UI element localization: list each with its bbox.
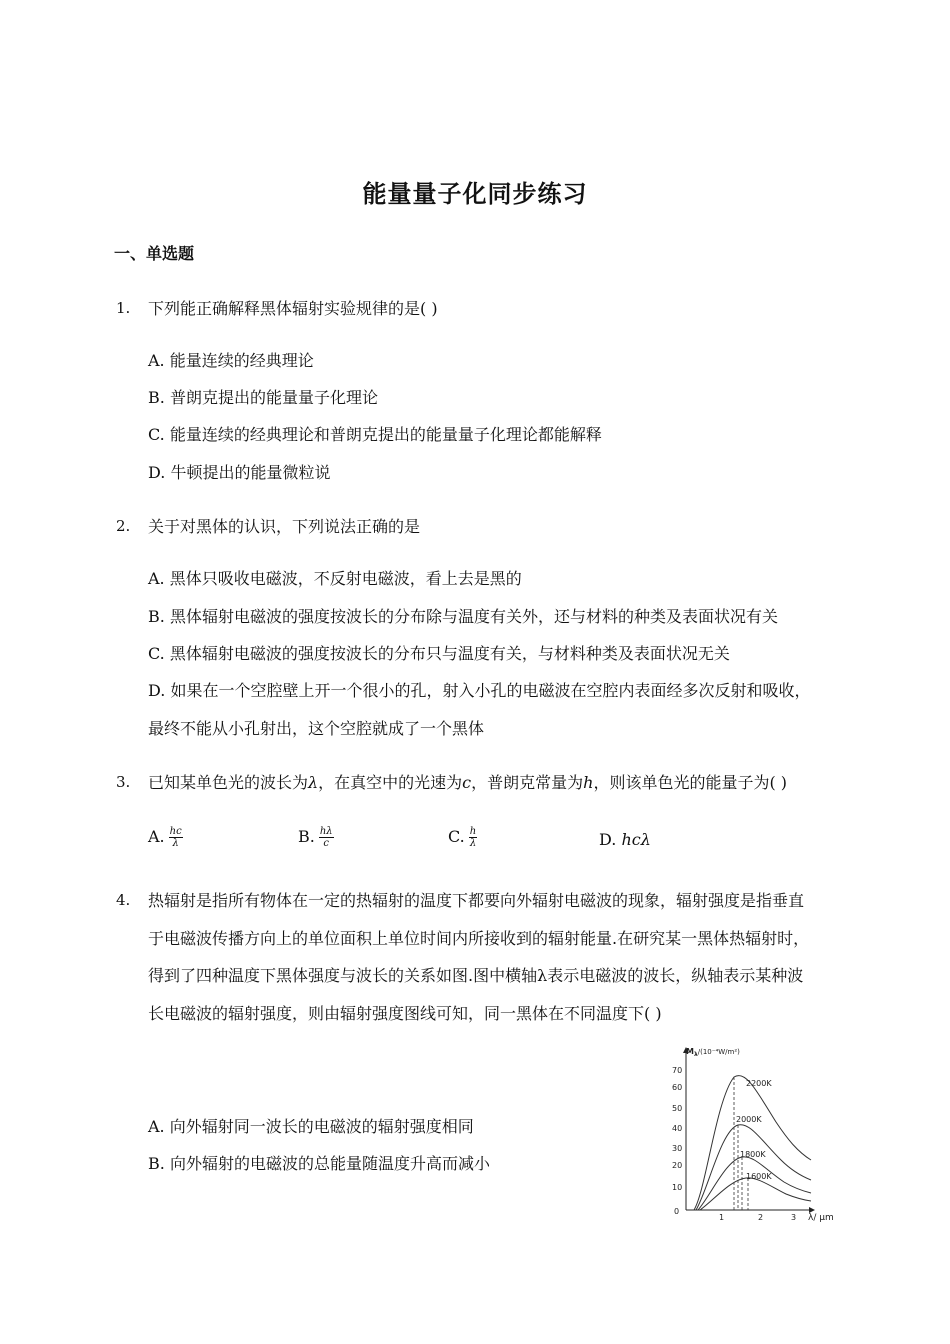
- curve-label-1800k: 1800K: [740, 1150, 766, 1159]
- y-tick-label: 30: [672, 1144, 683, 1153]
- fraction-numerator: hλ: [319, 826, 333, 837]
- q2-option-c[interactable]: [148, 641, 730, 664]
- q1-option-b[interactable]: [148, 385, 378, 408]
- question-3-text: [148, 770, 787, 793]
- option-label: A.: [148, 827, 165, 846]
- option-text: 能量连续的经典理论和普朗克提出的能量量子化理论都能解释: [169, 425, 602, 444]
- question-4-number: 4.: [116, 891, 131, 909]
- option-label: B.: [148, 1154, 165, 1173]
- option-text: 普朗克提出的能量量子化理论: [169, 388, 378, 407]
- option-text: 向外辐射同一波长的电磁波的辐射强度相同: [169, 1117, 474, 1136]
- question-4-line-2: 于电磁波传播方向上的单位面积上单位时间内所接收到的辐射能量.在研究某一黑体热辐射时，: [148, 929, 810, 948]
- y-tick-label: 50: [672, 1104, 683, 1113]
- q1-option-d[interactable]: [148, 460, 330, 483]
- option-label: D.: [148, 681, 166, 700]
- y-tick-label: 20: [672, 1161, 683, 1170]
- curve-label-2000k: 2000K: [736, 1115, 762, 1124]
- q2-option-d-line2: 最终不能从小孔射出，这个空腔就成了一个黑体: [148, 719, 485, 738]
- curve-label-2200k: 2200K: [746, 1079, 772, 1088]
- option-label: D.: [148, 463, 166, 482]
- option-label: D.: [599, 830, 617, 849]
- question-2-number: 2.: [116, 517, 131, 535]
- fraction-numerator: hc: [169, 826, 182, 837]
- section-heading: 一、单选题: [114, 244, 195, 263]
- option-text: 黑体辐射电磁波的强度按波长的分布除与温度有关外，还与材料的种类及表面状况有关: [169, 607, 778, 626]
- blackbody-radiation-figure: [666, 1040, 848, 1226]
- question-4-line-3: 得到了四种温度下黑体强度与波长的关系如图.图中横轴λ表示电磁波的波长，纵轴表示某种波: [148, 966, 804, 985]
- q3-option-d[interactable]: [599, 830, 651, 849]
- q2-option-a[interactable]: [148, 566, 522, 589]
- fraction-numerator: h: [469, 826, 477, 837]
- option-label: A.: [148, 1117, 165, 1136]
- option-text: 向外辐射的电磁波的总能量随温度升高而减小: [169, 1154, 490, 1173]
- option-label: A.: [148, 569, 165, 588]
- option-text: 黑体只吸收电磁波，不反射电磁波，看上去是黑的: [169, 569, 522, 588]
- q4-option-b[interactable]: [148, 1151, 490, 1174]
- q3-text-part: ，普朗克常量为: [471, 773, 584, 792]
- option-text: 如果在一个空腔壁上开一个很小的孔，射入小孔的电磁波在空腔内表面经多次反射和吸收，: [170, 681, 811, 700]
- option-label: B.: [148, 388, 165, 407]
- fraction-denominator: c: [323, 838, 330, 849]
- curve-label-1600k: 1600K: [746, 1172, 772, 1181]
- fraction: [469, 826, 477, 849]
- h-symbol: h: [583, 773, 594, 792]
- option-label: C.: [148, 644, 165, 663]
- page-title: 能量量子化同步练习: [362, 180, 588, 208]
- x-tick-label: 2: [758, 1213, 764, 1222]
- x-tick-label: 3: [791, 1213, 797, 1222]
- question-2-text: 关于对黑体的认识，下列说法正确的是: [148, 517, 421, 536]
- q3-text-part: 已知某单色光的波长为: [148, 773, 309, 792]
- question-1-number: 1.: [116, 299, 131, 317]
- fraction-denominator: λ: [469, 838, 477, 849]
- q3-option-b[interactable]: [298, 826, 334, 849]
- option-expression: hcλ: [621, 830, 651, 849]
- y-tick-label: 70: [672, 1066, 683, 1075]
- q2-option-d[interactable]: [148, 678, 810, 701]
- fraction: [169, 826, 183, 849]
- y-tick-label: 40: [672, 1124, 683, 1133]
- q3-text-part: ，则该单色光的能量子为( ): [593, 773, 788, 792]
- q1-option-c[interactable]: [148, 422, 602, 445]
- option-text: 能量连续的经典理论: [169, 351, 314, 370]
- q4-option-a[interactable]: [148, 1114, 474, 1137]
- option-text: 黑体辐射电磁波的强度按波长的分布只与温度有关，与材料种类及表面状况无关: [169, 644, 730, 663]
- option-label: C.: [448, 827, 465, 846]
- question-3-number: 3.: [116, 773, 131, 791]
- q3-text-part: ，在真空中的光速为: [318, 773, 463, 792]
- y-tick-label: 60: [672, 1083, 683, 1092]
- origin-label: 0: [674, 1207, 680, 1216]
- fraction: [319, 826, 334, 849]
- lambda-symbol: λ: [308, 773, 319, 792]
- fraction-denominator: λ: [172, 838, 179, 849]
- q3-option-a[interactable]: [148, 826, 183, 849]
- q1-option-a[interactable]: [148, 348, 314, 371]
- y-axis-label: $M_\lambda/(10^{-4}W/m^2)$: [686, 1047, 740, 1058]
- option-text: 牛顿提出的能量微粒说: [170, 463, 331, 482]
- q2-option-b[interactable]: [148, 604, 778, 627]
- option-label: B.: [298, 827, 315, 846]
- option-label: C.: [148, 425, 165, 444]
- x-axis-label: λ/ μm: [808, 1213, 834, 1223]
- question-1-text: 下列能正确解释黑体辐射实验规律的是( ): [148, 299, 438, 318]
- option-label: B.: [148, 607, 165, 626]
- c-symbol: c: [462, 773, 472, 792]
- x-tick-label: 1: [719, 1213, 725, 1222]
- option-label: A.: [148, 351, 165, 370]
- question-4-line-1: 热辐射是指所有物体在一定的热辐射的温度下都要向外辐射电磁波的现象，辐射强度是指垂直: [148, 891, 805, 910]
- question-4-line-4: 长电磁波的辐射强度，则由辐射强度图线可知，同一黑体在不同温度下( ): [148, 1004, 662, 1023]
- q3-option-c[interactable]: [448, 826, 477, 849]
- y-tick-label: 10: [672, 1183, 683, 1192]
- curve-1800k: [698, 1157, 811, 1210]
